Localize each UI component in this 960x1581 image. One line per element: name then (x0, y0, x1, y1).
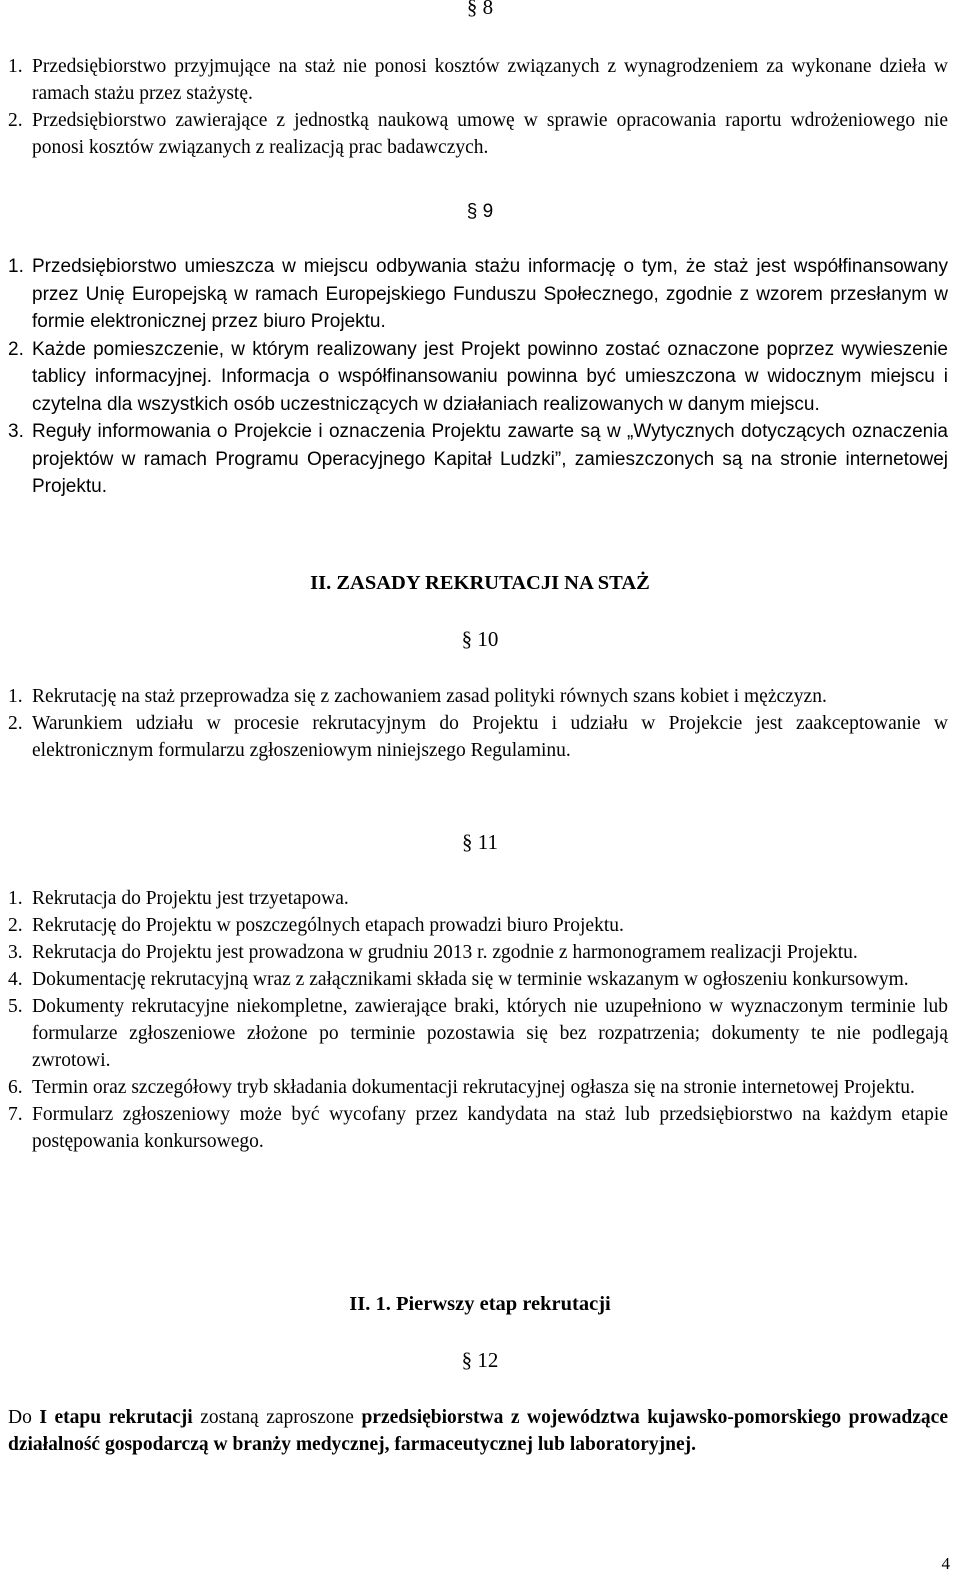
section-8-list (8, 53, 948, 161)
section-8-header: § 8 (466, 0, 494, 19)
section-9-header: § 9 (466, 201, 494, 222)
list-item (8, 885, 948, 912)
item-number: 1. (8, 888, 23, 909)
list-item (8, 336, 948, 419)
item-number: 2. (8, 713, 23, 734)
item-number: 7. (8, 1104, 23, 1125)
item-text: Rekrutacja do Projektu jest trzyetapowa. (32, 888, 349, 909)
list-item (8, 710, 948, 764)
section-11-list (8, 885, 948, 1155)
item-text: Przedsiębiorstwo umieszcza w miejscu odbywania stażu informację o tym, że staż jest współfinansowany przez Unię Europejską w ramach Europejskiego Funduszu Społecznego, zgodnie z wzorem przesłanym w formie elektronicznej przez biuro Projektu. (32, 256, 948, 332)
list-item (8, 966, 948, 993)
item-number: 2. (8, 110, 23, 131)
list-item (8, 418, 948, 501)
item-number: 2. (8, 915, 23, 936)
section-11-header: § 11 (462, 830, 498, 854)
section-9-list (8, 253, 948, 501)
list-item (8, 253, 948, 336)
item-text: Reguły informowania o Projekcie i oznaczenia Projektu zawarte są w „Wytycznych dotyczących oznaczenia projektów w ramach Programu Operacyjnego Kapitał Ludzki”, zamieszczonych są na stronie internetowej Projektu. (32, 421, 948, 497)
item-text: Rekrutacja do Projektu jest prowadzona w grudniu 2013 r. zgodnie z harmonogramem realizacji Projektu. (32, 942, 858, 963)
list-item (8, 107, 948, 161)
item-number: 6. (8, 1077, 23, 1098)
list-item (8, 1101, 948, 1155)
item-text: Formularz zgłoszeniowy może być wycofany przez kandydata na staż lub przedsiębiorstwo na każdym etapie postępowania konkursowego. (32, 1104, 948, 1152)
para-text: zostaną zaproszone (192, 1407, 362, 1428)
item-text: Każde pomieszczenie, w którym realizowany jest Projekt powinno zostać oznaczone poprzez wywieszenie tablicy informacyjnej. Informacja o współfinansowaniu powinna być umieszczona w widocznym miejscu i czytelna dla wszystkich osób uczestniczących w działaniach realizowanych w danym miejscu. (32, 338, 948, 415)
list-item (8, 993, 948, 1074)
item-number: 1. (8, 686, 23, 707)
item-number: 3. (8, 421, 24, 442)
para-bold-text: przedsiębiorstwa z województwa kujawsko-pomorskiego prowadzące działalność gospodarczą w branży medycznej, farmaceutycznej lub laboratoryjnej. (8, 1407, 948, 1455)
list-item (8, 53, 948, 107)
item-text: Warunkiem udziału w procesie rekrutacyjnym do Projektu i udziału w Projekcie jest zaakceptowanie w elektronicznym formularzu zgłoszeniowym niniejszego Regulaminu. (32, 713, 948, 761)
item-number: 1. (8, 256, 24, 277)
item-text: Dokumenty rekrutacyjne niekompletne, zawierające braki, których nie uzupełniono w wyznaczonym terminie lub formularze zgłoszeniowe złożone po terminie pozostawia się bez rozpatrzenia; dokumenty te nie podlegają zwrotowi. (32, 996, 948, 1071)
item-number: 1. (8, 56, 23, 77)
section-12-header: § 12 (461, 1348, 499, 1372)
list-item (8, 912, 948, 939)
list-item (8, 1074, 948, 1101)
item-text: Rekrutację do Projektu w poszczególnych etapach prowadzi biuro Projektu. (32, 915, 624, 936)
item-number: 2. (8, 338, 24, 360)
list-item (8, 939, 948, 966)
chapter-heading-II: II. ZASADY REKRUTACJI NA STAŻ (310, 572, 650, 594)
item-number: 3. (8, 942, 23, 963)
item-text: Przedsiębiorstwo przyjmujące na staż nie ponosi kosztów związanych z wynagrodzeniem za wykonane dzieła w ramach stażu przez stażystę. (32, 56, 948, 104)
section-10-header: § 10 (461, 627, 499, 651)
item-text: Przedsiębiorstwo zawierające z jednostką naukową umowę w sprawie opracowania raportu wdrożeniowego nie ponosi kosztów związanych z realizacją prac badawczych. (32, 110, 948, 158)
section-12-paragraph (8, 1404, 948, 1458)
item-number: 4. (8, 969, 23, 990)
subchapter-heading-II-1: II. 1. Pierwszy etap rekrutacji (349, 1293, 611, 1315)
page-number: 4 (941, 1554, 950, 1573)
section-10-list (8, 683, 948, 764)
para-text: Do (8, 1407, 40, 1428)
para-bold-text: I etapu rekrutacji (39, 1407, 193, 1428)
item-number: 5. (8, 996, 23, 1017)
item-text: Termin oraz szczegółowy tryb składania dokumentacji rekrutacyjnej ogłasza się na stronie internetowej Projektu. (32, 1077, 915, 1098)
item-text: Dokumentację rekrutacyjną wraz z załącznikami składa się w terminie wskazanym w ogłoszeniu konkursowym. (32, 969, 909, 990)
item-text: Rekrutację na staż przeprowadza się z zachowaniem zasad polityki równych szans kobiet i mężczyzn. (32, 686, 827, 707)
list-item (8, 683, 948, 710)
